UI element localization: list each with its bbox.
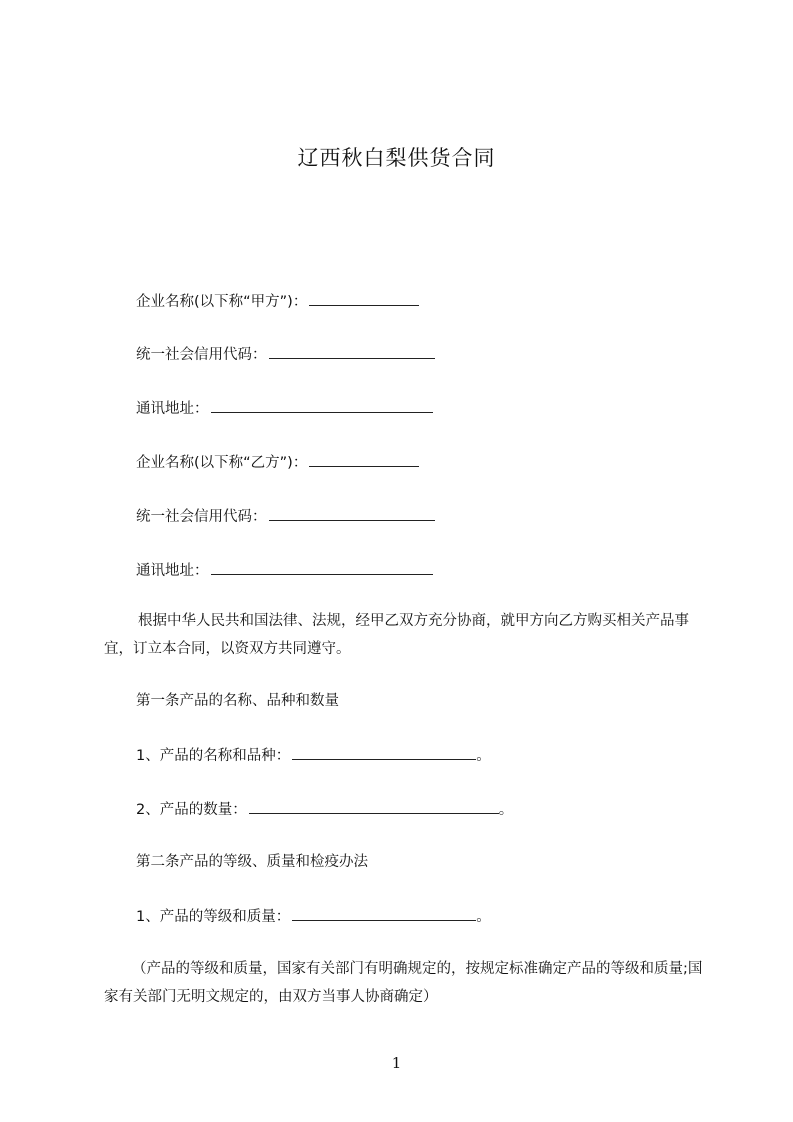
- article1-item1-blank[interactable]: [292, 745, 476, 760]
- article2-item1-period: 。: [476, 909, 491, 925]
- party-a-code-blank[interactable]: [269, 344, 435, 359]
- article1-item2-label: 2、产品的数量：: [136, 802, 247, 818]
- page-number: 1: [391, 1054, 402, 1072]
- article2-note-paragraph: （产品的等级和质量，国家有关部门有明确规定的，按规定标准确定产品的等级和质量;国家有关部门无明文规定的，由双方当事人协商确定）: [104, 961, 703, 1005]
- party-b-address-blank[interactable]: [211, 560, 433, 575]
- party-a-name-row: [136, 291, 419, 312]
- article1-item2-row: [136, 799, 513, 820]
- article2-heading: 第二条产品的等级、质量和检疫办法: [136, 854, 368, 870]
- party-a-name-blank[interactable]: [309, 291, 419, 306]
- article1-item2-period: 。: [498, 802, 514, 818]
- party-b-name-row: [136, 452, 419, 473]
- article1-item1-label: 1、产品的名称和品种：: [136, 748, 291, 764]
- article1-item1-period: 。: [476, 748, 491, 764]
- party-a-address-row: [136, 398, 433, 419]
- party-b-code-blank[interactable]: [269, 506, 435, 521]
- article1-item1-row: [136, 745, 491, 766]
- article2-item1-label: 1、产品的等级和质量：: [136, 909, 291, 925]
- party-b-name-blank[interactable]: [309, 452, 419, 467]
- party-a-code-row: [136, 344, 435, 365]
- article1-item2-blank[interactable]: [249, 799, 499, 814]
- party-b-name-label: 企业名称(以下称“乙方”)：: [136, 455, 308, 471]
- party-a-code-label: 统一社会信用代码：: [136, 347, 267, 363]
- article1-heading: 第一条产品的名称、品种和数量: [136, 693, 339, 709]
- party-a-address-label: 通讯地址：: [136, 401, 209, 417]
- document-title: 辽西秋白梨供货合同: [297, 146, 496, 170]
- party-a-address-blank[interactable]: [211, 398, 433, 413]
- article2-item1-row: [136, 906, 491, 927]
- party-b-code-row: [136, 506, 435, 527]
- party-b-code-label: 统一社会信用代码：: [136, 509, 267, 525]
- article2-item1-blank[interactable]: [292, 906, 476, 921]
- party-a-name-label: 企业名称(以下称“甲方”)：: [136, 294, 308, 310]
- party-b-address-label: 通讯地址：: [136, 563, 209, 579]
- preamble-paragraph: 根据中华人民共和国法律、法规，经甲乙双方充分协商，就甲方向乙方购买相关产品事宜，订立本合同，以资双方共同遵守。: [104, 613, 689, 657]
- party-b-address-row: [136, 560, 433, 581]
